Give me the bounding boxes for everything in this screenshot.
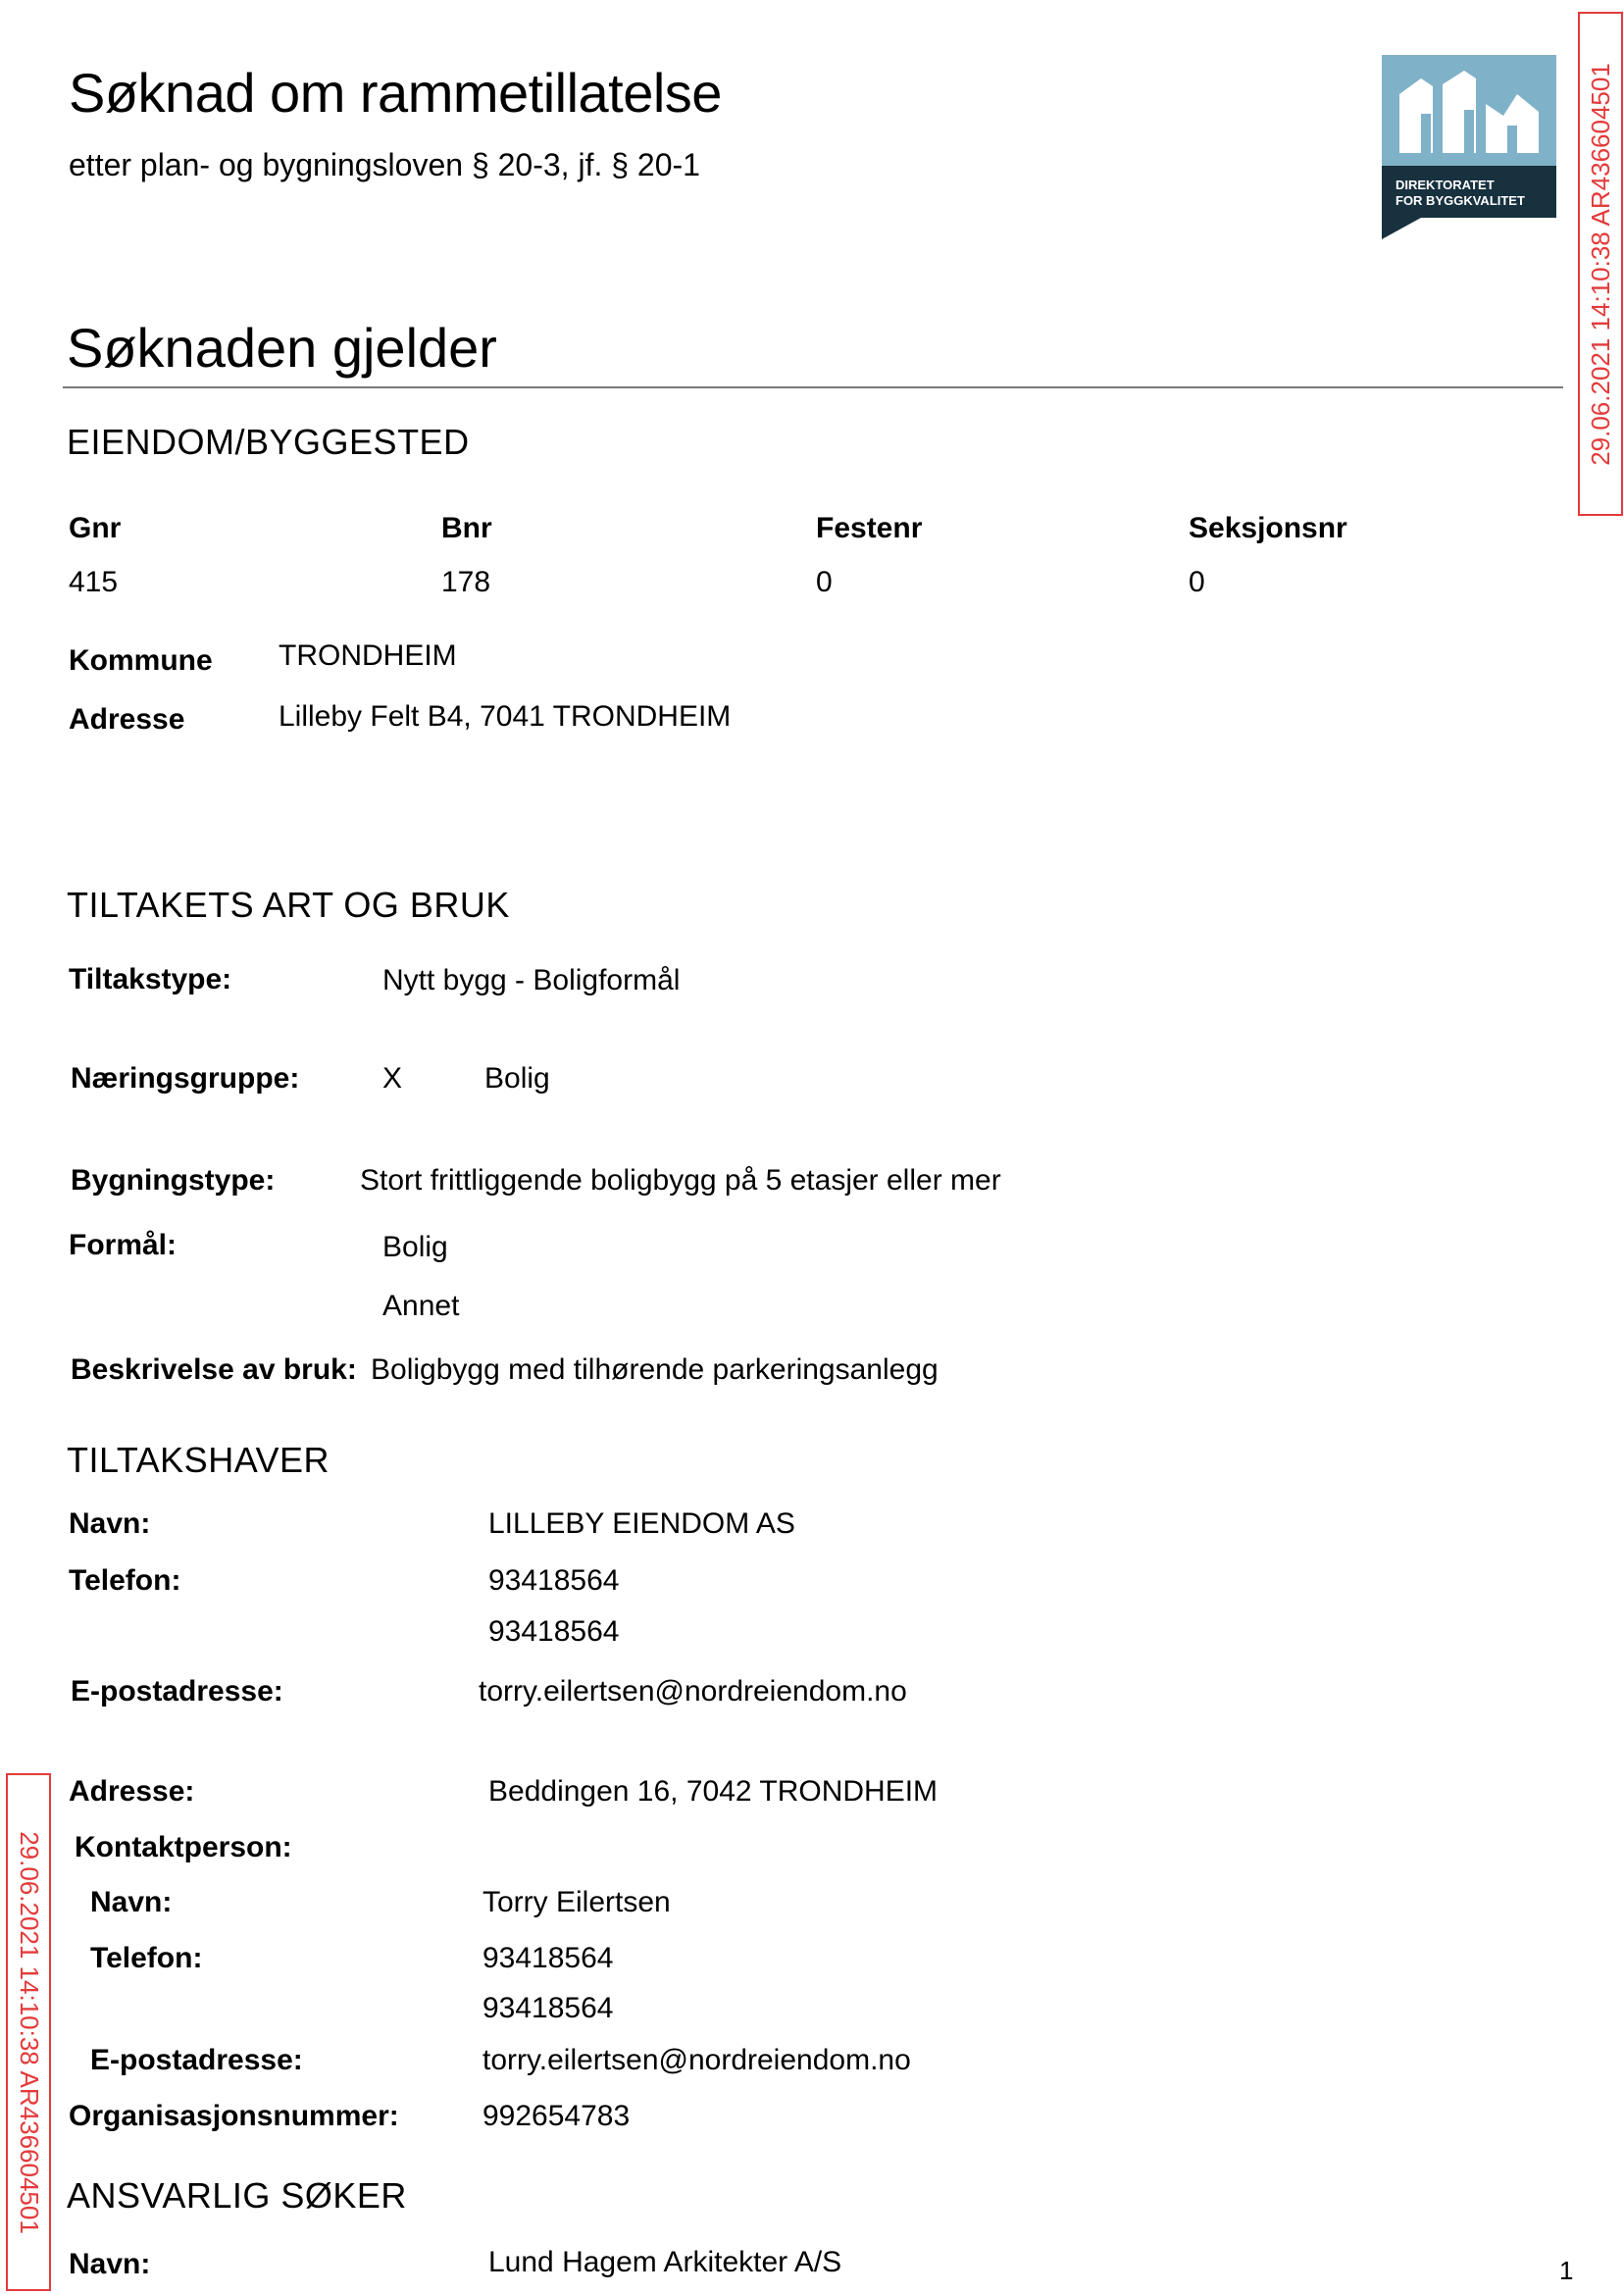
logo-graphic <box>1382 55 1556 166</box>
bnr-label: Bnr <box>441 512 492 544</box>
kontakt-epost-value: torry.eilertsen@nordreiendom.no <box>482 2044 911 2076</box>
tiltakshaver-telefon-value-2: 93418564 <box>488 1615 620 1648</box>
receipt-stamp-right <box>1578 12 1623 516</box>
orgnr-label: Organisasjonsnummer: <box>69 2100 399 2132</box>
tiltakshaver-epost-label: E-postadresse: <box>71 1675 283 1708</box>
seksjonsnr-value: 0 <box>1189 566 1205 598</box>
beskrivelse-value: Boligbygg med tilhørende parkeringsanlegg <box>371 1353 939 1386</box>
bygningstype-value: Stort frittliggende boligbygg på 5 etasjer eller mer <box>360 1164 1001 1197</box>
tiltakshaver-adresse-value: Beddingen 16, 7042 TRONDHEIM <box>488 1775 939 1808</box>
kontaktperson-label: Kontaktperson: <box>75 1831 292 1863</box>
section-title: Søknaden gjelder <box>67 317 497 379</box>
adresse-label: Adresse <box>69 703 185 736</box>
section-divider <box>63 386 1563 388</box>
formal-value-2: Annet <box>382 1290 460 1322</box>
festenr-label: Festenr <box>816 512 923 544</box>
ansvarlig-soker-navn-label: Navn: <box>69 2248 151 2280</box>
stamp-text-left: 29.06.2021 14:10:38 AR436604501 <box>14 1830 44 2234</box>
tiltakshaver-navn-label: Navn: <box>69 1507 151 1540</box>
adresse-value: Lilleby Felt B4, 7041 TRONDHEIM <box>279 700 732 733</box>
tiltakshaver-navn-value: LILLEBY EIENDOM AS <box>488 1507 795 1540</box>
kommune-label: Kommune <box>69 644 213 677</box>
document-title: Søknad om rammetillatelse <box>69 62 722 124</box>
tiltak-heading: TILTAKETS ART OG BRUK <box>67 885 510 925</box>
kontakt-telefon-value-1: 93418564 <box>482 1942 614 1974</box>
tiltakstype-value: Nytt bygg - Boligformål <box>382 964 681 996</box>
naeringsgruppe-label: Næringsgruppe: <box>71 1062 300 1095</box>
logo-text <box>1396 178 1525 209</box>
dibk-logo <box>1382 55 1556 241</box>
tiltakshaver-telefon-value-1: 93418564 <box>488 1564 620 1597</box>
ansvarlig-soker-navn-value: Lund Hagem Arkitekter A/S <box>488 2246 842 2278</box>
kontakt-navn-label: Navn: <box>90 1886 173 1918</box>
receipt-stamp-left <box>6 1773 51 2291</box>
gnr-value: 415 <box>69 566 119 598</box>
naeringsgruppe-code: X <box>382 1062 403 1095</box>
eiendom-heading: EIENDOM/BYGGESTED <box>67 422 470 462</box>
tiltakshaver-heading: TILTAKSHAVER <box>67 1440 330 1480</box>
formal-value-1: Bolig <box>382 1231 448 1263</box>
logo-flag <box>1382 218 1421 239</box>
page-number: 1 <box>1559 2256 1574 2285</box>
beskrivelse-label: Beskrivelse av bruk: <box>71 1353 357 1386</box>
kontakt-epost-label: E-postadresse: <box>90 2044 303 2076</box>
tiltakshaver-telefon-label: Telefon: <box>69 1564 181 1597</box>
bnr-value: 178 <box>441 566 491 598</box>
tiltakshaver-adresse-label: Adresse: <box>69 1775 195 1808</box>
kontakt-navn-value: Torry Eilertsen <box>482 1886 671 1918</box>
ansvarlig-soker-heading: ANSVARLIG SØKER <box>67 2175 407 2216</box>
kontakt-telefon-value-2: 93418564 <box>482 1992 614 2024</box>
festenr-value: 0 <box>816 566 833 598</box>
gnr-label: Gnr <box>69 512 122 544</box>
kommune-value: TRONDHEIM <box>279 639 457 672</box>
formal-label: Formål: <box>69 1229 178 1261</box>
kontakt-telefon-label: Telefon: <box>90 1942 203 1974</box>
tiltakstype-label: Tiltakstype: <box>69 963 232 995</box>
bygningstype-label: Bygningstype: <box>71 1164 276 1197</box>
building-icon <box>1382 55 1556 166</box>
logo-line-2: FOR BYGGKVALITET <box>1396 193 1525 208</box>
tiltakshaver-epost-value: torry.eilertsen@nordreiendom.no <box>479 1675 907 1708</box>
naeringsgruppe-value: Bolig <box>484 1062 550 1095</box>
stamp-text-right: 29.06.2021 14:10:38 AR436604501 <box>1585 62 1615 466</box>
logo-line-1: DIREKTORATET <box>1396 178 1495 192</box>
seksjonsnr-label: Seksjonsnr <box>1189 512 1347 544</box>
orgnr-value: 992654783 <box>482 2100 631 2132</box>
document-subtitle: etter plan- og bygningsloven § 20-3, jf. § 20-1 <box>69 147 700 182</box>
